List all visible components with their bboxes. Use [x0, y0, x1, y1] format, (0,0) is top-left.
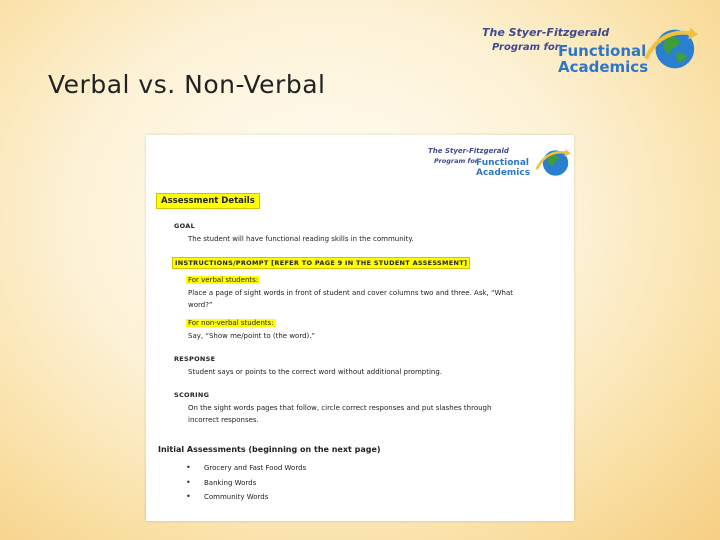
list-item — [186, 490, 306, 505]
verbal-text-line-1: Place a page of sight words in front of student and cover columns two and three. Ask, “What — [188, 289, 514, 297]
nonverbal-students-label: For non-verbal students: — [188, 319, 274, 327]
logo-line-2: Program for — [492, 42, 560, 53]
doc-logo-line-2: Program for — [434, 157, 479, 165]
instructions-label: INSTRUCTIONS/PROMPT [REFER TO PAGE 9 IN THE STUDENT ASSESSMENT] — [172, 257, 470, 269]
response-label: RESPONSE — [174, 355, 216, 363]
slide-title: Verbal vs. Non-Verbal — [48, 70, 326, 99]
initial-assessments-heading: Initial Assessments (beginning on the next page) — [158, 445, 381, 454]
verbal-students-label: For verbal students: — [188, 276, 259, 284]
document-page — [146, 135, 574, 521]
doc-globe-arrow-icon — [534, 144, 572, 182]
scoring-text-line-1: On the sight words pages that follow, circle correct responses and put slashes through — [188, 404, 492, 412]
bullet-icon: • — [186, 463, 191, 472]
response-text: Student says or points to the correct word without additional prompting. — [188, 368, 443, 376]
logo-line-3: Functional — [558, 42, 647, 60]
nonverbal-text: Say, “Show me/point to (the word).” — [188, 332, 316, 340]
logo-line-1: The Styer-Fitzgerald — [482, 26, 610, 39]
assessment-list — [186, 461, 306, 505]
goal-text: The student will have functional reading skills in the community. — [188, 235, 414, 243]
program-logo — [478, 16, 704, 80]
logo-line-4: Academics — [558, 58, 649, 76]
document-logo — [426, 141, 572, 183]
list-item — [186, 461, 306, 476]
verbal-text-line-2: word?” — [188, 301, 213, 309]
goal-label: GOAL — [174, 222, 196, 230]
bullet-icon: • — [186, 492, 191, 501]
list-item — [186, 476, 306, 491]
list-item-label: Community Words — [204, 493, 269, 501]
scoring-text-line-2: incorrect responses. — [188, 416, 259, 424]
doc-logo-line-1: The Styer-Fitzgerald — [428, 147, 509, 155]
doc-logo-line-4: Academics — [476, 168, 531, 178]
assessment-details-heading: Assessment Details — [156, 193, 260, 209]
globe-arrow-icon — [642, 20, 700, 78]
doc-logo-line-3: Functional — [476, 158, 529, 168]
list-item-label: Banking Words — [204, 478, 257, 487]
scoring-label: SCORING — [174, 391, 210, 399]
bullet-icon: • — [186, 477, 191, 487]
list-item-label: Grocery and Fast Food Words — [204, 464, 307, 472]
